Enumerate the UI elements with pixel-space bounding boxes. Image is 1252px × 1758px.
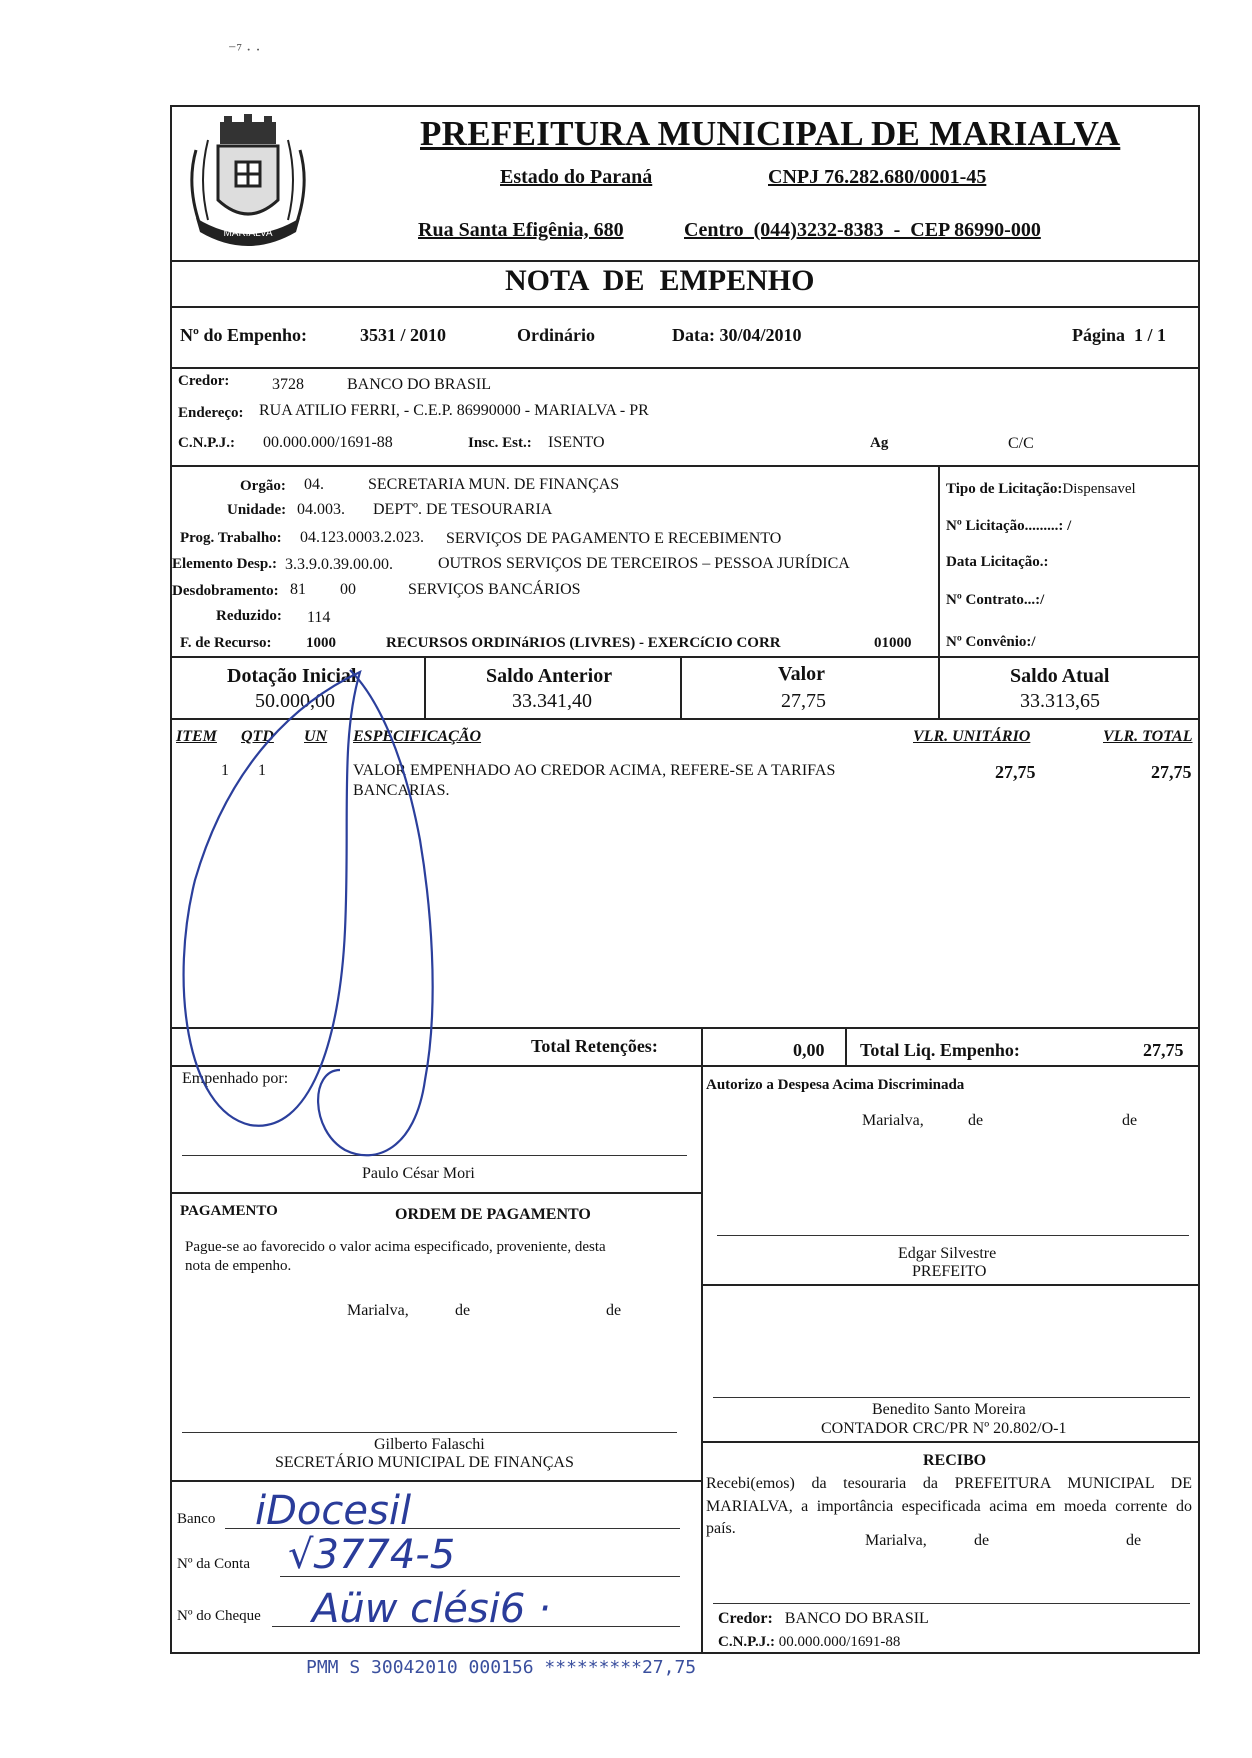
ordem-label: ORDEM DE PAGAMENTO <box>395 1206 591 1223</box>
scan-mark: ⁻⁷ · · <box>228 42 261 59</box>
credor-cnpj: 00.000.000/1691-88 <box>263 434 393 451</box>
crest-label: MARIALVA <box>223 228 273 239</box>
banco-label: Banco <box>177 1511 216 1527</box>
licitacao-type-label: Tipo de Licitação:Dispensavel <box>946 481 1136 497</box>
recurso-name: RECURSOS ORDINáRIOS (LIVRES) - EXERCíCIO CORR <box>386 635 781 651</box>
unidade-label: Unidade: <box>227 502 287 518</box>
col-item: ITEM <box>176 728 217 745</box>
recurso-num: 01000 <box>874 635 912 651</box>
saldo-atual-label: Saldo Atual <box>1010 665 1110 687</box>
credor-address: RUA ATILIO FERRI, - C.E.P. 86990000 - MARIALVA - PR <box>259 402 649 419</box>
convenio-number: Nº Convênio:/ <box>946 634 1036 650</box>
recibo-text1: Recebi(emos) da tesouraria da PREFEITURA MUNICIPAL DE <box>706 1475 1192 1492</box>
saldo-atual-value: 33.313,65 <box>1020 690 1100 712</box>
credor-code: 3728 <box>272 376 304 393</box>
valor-label: Valor <box>778 663 826 685</box>
empenho-type: Ordinário <box>517 325 596 345</box>
prog-label: Prog. Trabalho: <box>180 530 282 546</box>
reduzido-label: Reduzido: <box>216 608 282 624</box>
liquido-value: 27,75 <box>1143 1040 1184 1060</box>
recibo-label: RECIBO <box>923 1452 987 1469</box>
autorizo-de2: de <box>1122 1112 1138 1129</box>
cheque-handwriting: Aüw clési6 · <box>312 1586 551 1632</box>
empenhado-label: Empenhado por: <box>182 1070 289 1087</box>
address-label: Endereço: <box>178 405 244 421</box>
credor-label: Credor: <box>178 373 230 389</box>
contrato-number: Nº Contrato...:/ <box>946 592 1045 608</box>
unidade-code: 04.003. <box>297 501 345 518</box>
unidade-name: DEPTº. DE TESOURARIA <box>373 501 553 518</box>
desd-code1: 81 <box>290 581 306 598</box>
item-number: 1 <box>221 762 229 779</box>
desd-code2: 00 <box>340 581 356 598</box>
retencoes-value: 0,00 <box>793 1040 825 1060</box>
item-unit-value: 27,75 <box>995 762 1036 782</box>
cc-label: C/C <box>1008 435 1034 452</box>
pagamento-label: PAGAMENTO <box>180 1203 278 1219</box>
col-unit: VLR. UNITÁRIO <box>913 728 1031 745</box>
licitacao-number: Nº Licitação.........: / <box>946 518 1072 534</box>
pagamento-text1: Pague-se ao favorecido o valor acima especificado, proveniente, desta <box>185 1239 606 1255</box>
elem-label: Elemento Desp.: <box>172 556 277 572</box>
empenho-number: 3531 / 2010 <box>360 325 447 345</box>
dotacao-value: 50.000,00 <box>255 690 335 712</box>
page-title: PREFEITURA MUNICIPAL DE MARIALVA <box>420 114 1121 153</box>
licitacao-date: Data Licitação.: <box>946 554 1049 570</box>
page-number: Página 1 / 1 <box>1072 325 1167 345</box>
orgao-code: 04. <box>304 476 324 493</box>
insc-label: Insc. Est.: <box>468 435 532 451</box>
orgao-name: SECRETARIA MUN. DE FINANÇAS <box>368 476 620 493</box>
prog-name: SERVIÇOS DE PAGAMENTO E RECEBIMENTO <box>446 530 782 547</box>
conta-label: Nº da Conta <box>177 1556 250 1572</box>
contador-name: Benedito Santo Moreira <box>872 1401 1026 1418</box>
cnpj-text: CNPJ 76.282.680/0001-45 <box>768 166 987 188</box>
conta-handwriting: √3774-5 <box>288 1532 456 1578</box>
col-espec: ESPECIFICAÇÃO <box>353 728 482 745</box>
contador-role: CONTADOR CRC/PR Nº 20.802/O-1 <box>821 1420 1067 1437</box>
item-qtd: 1 <box>258 762 266 779</box>
item-desc-line2: BANCARIAS. <box>353 782 450 799</box>
pagamento-de1: de <box>455 1302 471 1319</box>
credor-name: BANCO DO BRASIL <box>347 376 492 393</box>
col-total: VLR. TOTAL <box>1103 728 1193 745</box>
retencoes-label: Total Retenções: <box>531 1036 658 1056</box>
saldo-anterior-value: 33.341,40 <box>512 690 592 712</box>
empenho-date: Data: 30/04/2010 <box>672 325 802 345</box>
recibo-cnpj: C.N.P.J.: 00.000.000/1691-88 <box>718 1634 901 1650</box>
doc-title: NOTA DE EMPENHO <box>505 264 815 297</box>
cnpj-label: C.N.P.J.: <box>178 435 235 451</box>
empenho-number-label: Nº do Empenho: <box>180 325 307 345</box>
recibo-city: Marialva, <box>865 1532 927 1549</box>
valor-value: 27,75 <box>781 690 826 712</box>
desd-name: SERVIÇOS BANCÁRIOS <box>408 581 581 598</box>
recurso-code: 1000 <box>306 635 336 651</box>
autorizo-label: Autorizo a Despesa Acima Discriminada <box>706 1077 965 1093</box>
saldo-anterior-label: Saldo Anterior <box>486 665 613 687</box>
secretario-role: SECRETÁRIO MUNICIPAL DE FINANÇAS <box>275 1454 574 1471</box>
recurso-label: F. de Recurso: <box>180 635 272 651</box>
recibo-de1: de <box>974 1532 990 1549</box>
prefeito-name: Edgar Silvestre <box>898 1245 997 1262</box>
prog-code: 04.123.0003.2.023. <box>300 529 424 546</box>
col-un: UN <box>304 728 328 745</box>
banco-handwriting: iDocesil <box>255 1488 412 1534</box>
state-text: Estado do Paraná <box>500 166 653 188</box>
elem-code: 3.3.9.0.39.00.00. <box>285 556 393 573</box>
dotacao-label: Dotação Inicial <box>227 665 357 687</box>
pagamento-city: Marialva, <box>347 1302 409 1319</box>
ag-label: Ag <box>870 435 889 451</box>
address-text: Rua Santa Efigênia, 680 <box>418 219 624 241</box>
item-total-value: 27,75 <box>1151 762 1192 782</box>
orgao-label: Orgão: <box>240 478 286 494</box>
reduzido-value: 114 <box>307 609 331 626</box>
item-desc-line1: VALOR EMPENHADO AO CREDOR ACIMA, REFERE-SE A TARIFAS <box>353 762 836 779</box>
recibo-text2: MARIALVA, a importância especificada acima em moeda corrente do <box>706 1498 1192 1515</box>
col-qtd: QTD <box>241 728 274 745</box>
empenhado-name: Paulo César Mori <box>362 1165 475 1182</box>
autorizo-city: Marialva, <box>862 1112 924 1129</box>
contact-text: Centro (044)3232-8383 - CEP 86990-000 <box>684 219 1041 241</box>
pagamento-text2: nota de empenho. <box>185 1258 292 1274</box>
recibo-text3: país. <box>706 1520 736 1537</box>
cheque-label: Nº do Cheque <box>177 1608 261 1624</box>
licitacao-type-value: Dispensavel <box>1062 481 1136 497</box>
liquido-label: Total Liq. Empenho: <box>860 1040 1020 1060</box>
recibo-credor: Credor: BANCO DO BRASIL <box>718 1610 929 1627</box>
pagamento-de2: de <box>606 1302 622 1319</box>
secretario-name: Gilberto Falaschi <box>374 1436 485 1453</box>
insc-value: ISENTO <box>548 434 605 451</box>
autorizo-de1: de <box>968 1112 984 1129</box>
prefeito-role: PREFEITO <box>912 1263 987 1280</box>
machine-stamp: PMM S 30042010 000156 *********27,75 <box>306 1657 697 1678</box>
elem-name: OUTROS SERVIÇOS DE TERCEIROS – PESSOA JURÍDICA <box>438 555 850 572</box>
recibo-de2: de <box>1126 1532 1142 1549</box>
desd-label: Desdobramento: <box>172 583 279 599</box>
